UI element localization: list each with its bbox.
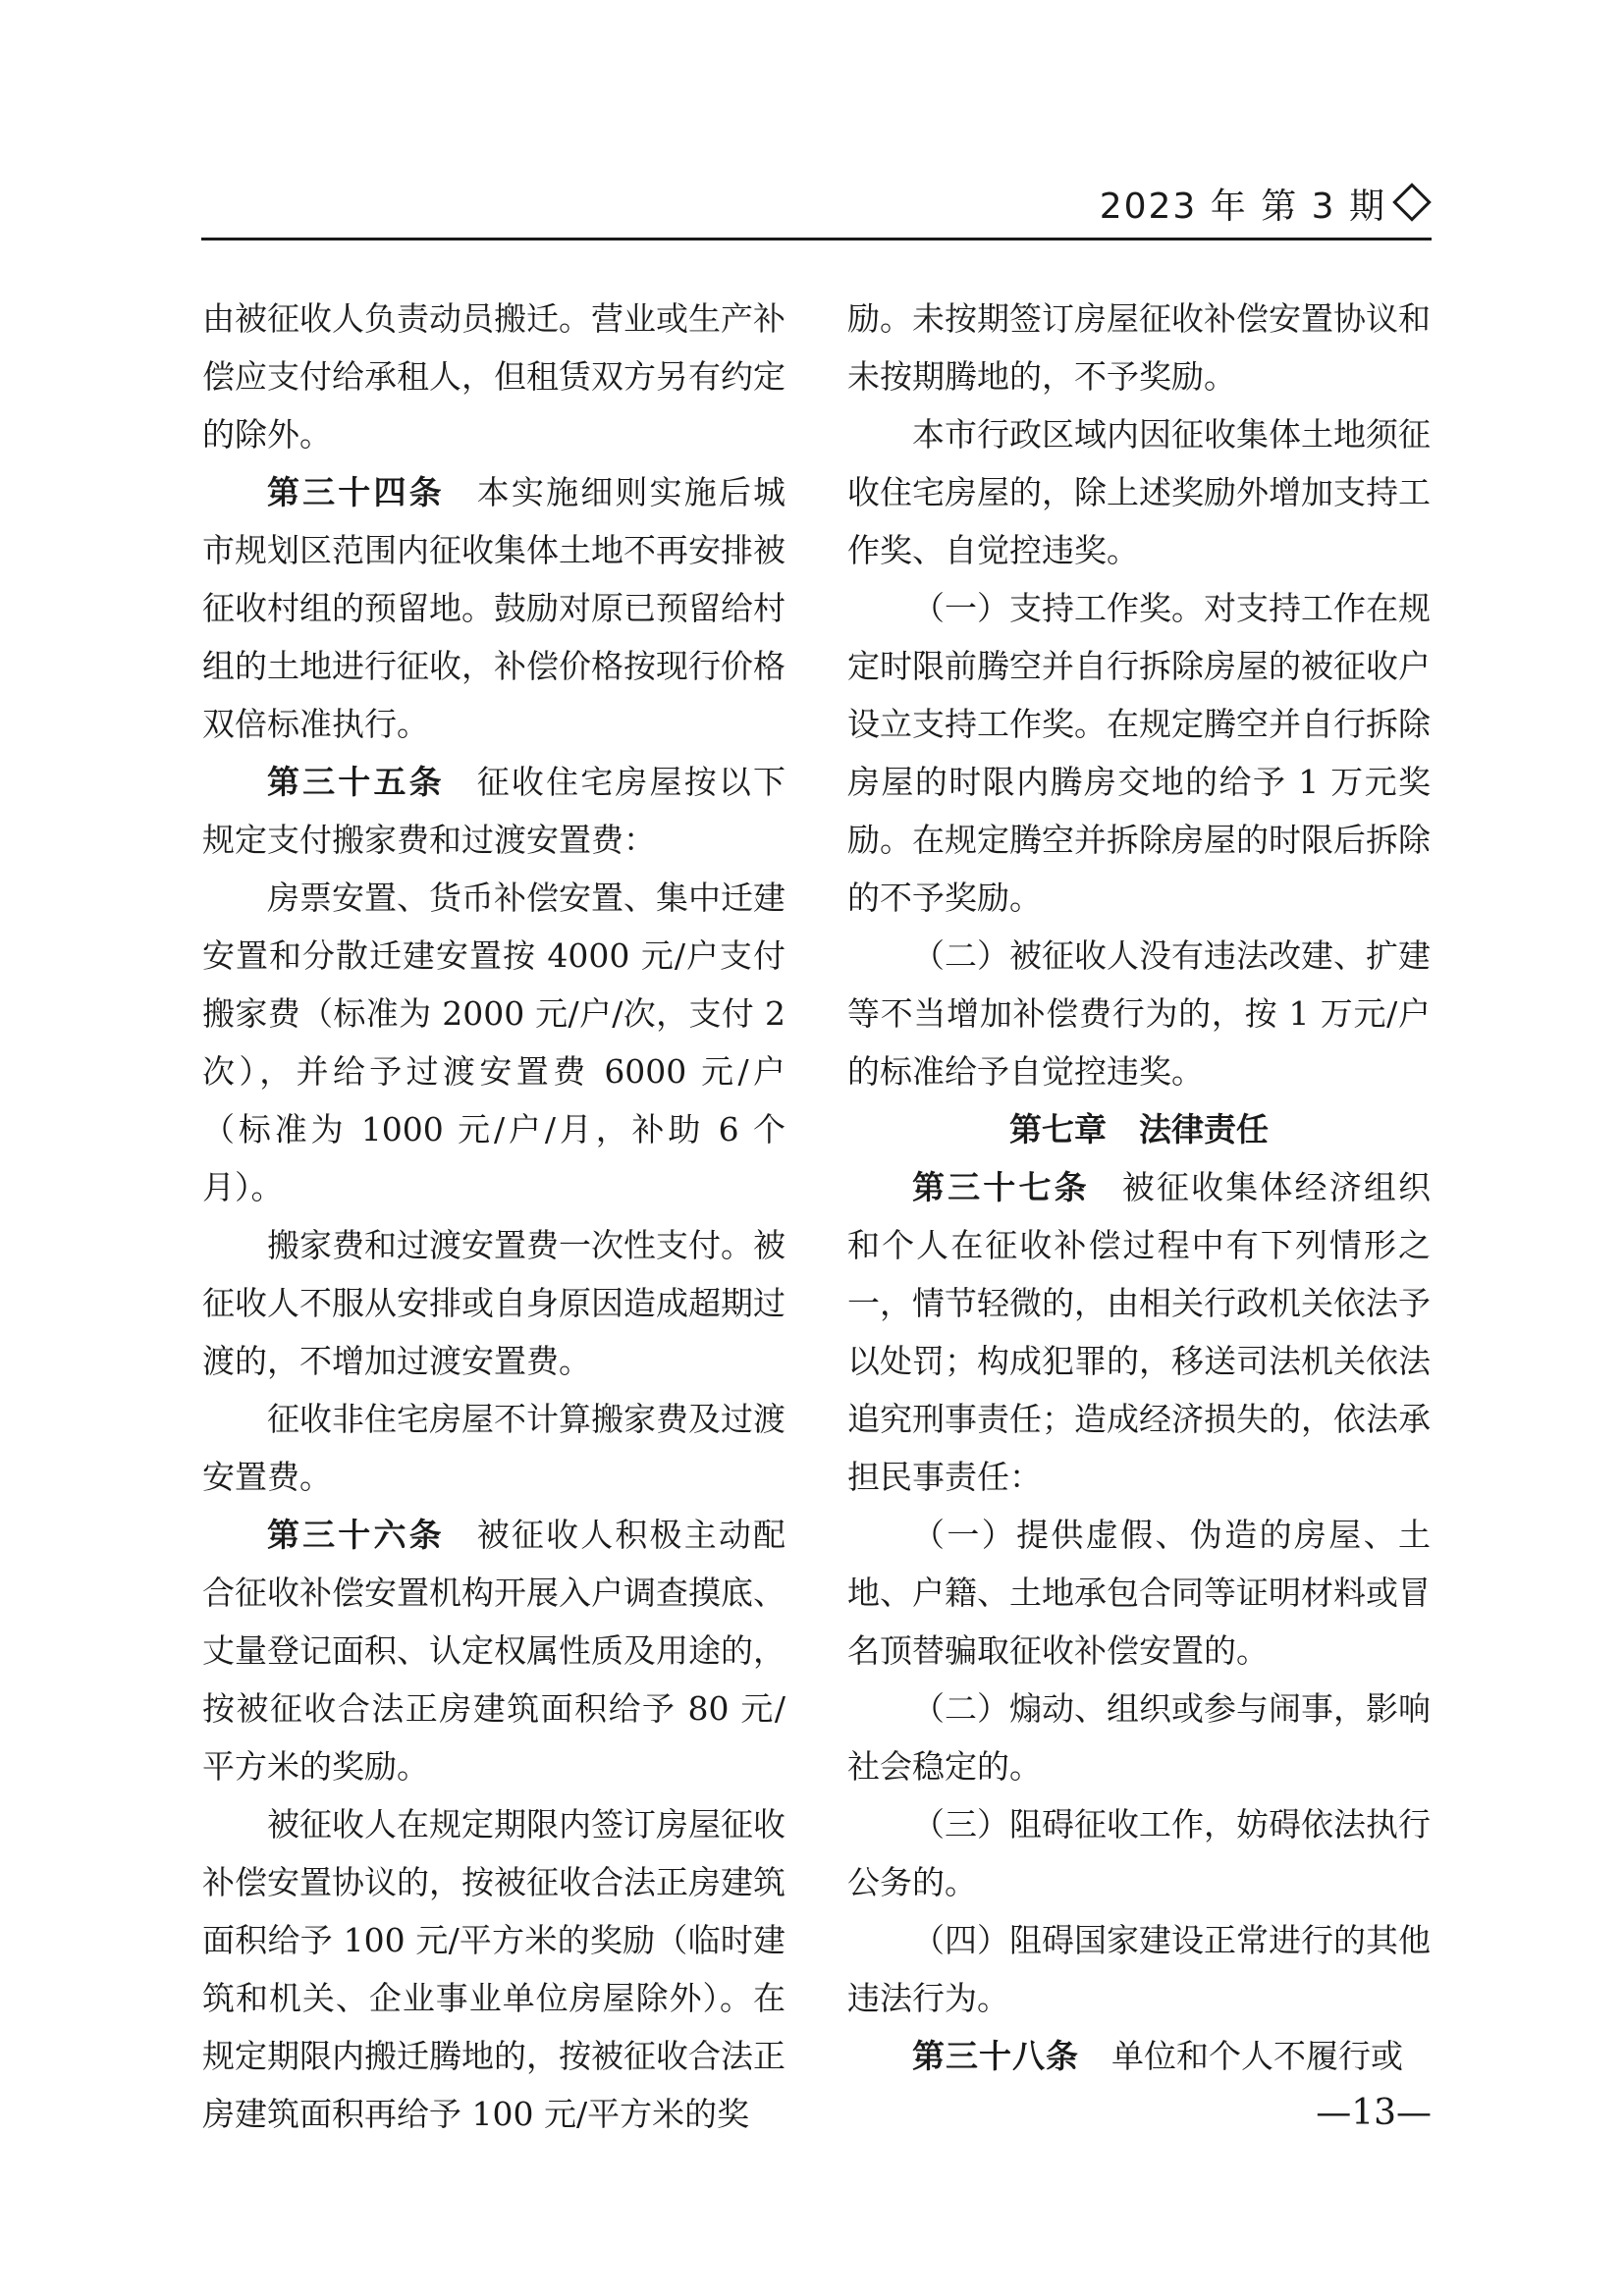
article-text: 被征收人积极主动配合征收补偿安置机构开展入户调查摸底、丈量登记面积、认定权属性质及用途的，按被征收合法正房建筑面积给予 80 元/平方米的奖励。	[202, 1516, 786, 1786]
running-header	[201, 183, 1432, 240]
paragraph: 搬家费和过渡安置费一次性支付。被征收人不服从安排或自身原因造成超期过渡的，不增加过渡安置费。	[202, 1226, 785, 1380]
list-item: （四）阻碍国家建设正常进行的其他违法行为。	[847, 1921, 1431, 2017]
article-35	[202, 753, 785, 869]
paragraph: （二）被征收人没有违法改建、扩建等不当增加补偿费行为的，按 1 万元/户的标准给予自觉控违奖。	[847, 936, 1431, 1091]
paragraph: 征收非住宅房屋不计算搬家费及过渡安置费。	[202, 1400, 785, 1496]
article-title: 第三十四条	[267, 473, 445, 511]
list-item: （二）煽动、组织或参与闹事，影响社会稳定的。	[847, 1689, 1431, 1786]
issue-label	[1100, 183, 1432, 232]
issue-text: 2023 年 第 3 期	[1099, 187, 1386, 227]
article-title: 第三十六条	[267, 1516, 445, 1554]
article-37	[847, 1158, 1431, 1506]
article-title: 第三十五条	[267, 763, 445, 801]
article-text: 本实施细则实施后城市规划区范围内征收集体土地不再安排被征收村组的预留地。鼓励对原已预留给村组的土地进行征收，补偿价格按现行价格双倍标准执行。	[202, 473, 786, 743]
article-36	[202, 1506, 785, 1795]
article-title: 第三十八条	[912, 2037, 1079, 2075]
paragraph: （一）支持工作奖。对支持工作在规定时限前腾空并自行拆除房屋的被征收户设立支持工作奖。在规定腾空并自行拆除房屋的时限内腾房交地的给予 1 万元奖励。在规定腾空并拆除房屋的时限后拆除的不予奖励。	[847, 589, 1431, 917]
paragraph: 由被征收人负责动员搬迁。营业或生产补偿应支付给承租人，但租赁双方另有约定的除外。	[202, 299, 785, 454]
diamond-icon	[1392, 183, 1432, 222]
chapter-number: 第七章	[1009, 1110, 1107, 1148]
article-title: 第三十七条	[912, 1168, 1090, 1206]
right-column	[847, 290, 1431, 2085]
list-item: （三）阻碍征收工作，妨碍依法执行公务的。	[847, 1805, 1431, 1901]
list-item: （一）提供虚假、伪造的房屋、土地、户籍、土地承包合同等证明材料或冒名顶替骗取征收补偿安置的。	[847, 1516, 1431, 1670]
article-34	[202, 463, 785, 753]
paragraph: 被征收人在规定期限内签订房屋征收补偿安置协议的，按被征收合法正房建筑面积给予 100 元/平方米的奖励（临时建筑和机关、企业事业单位房屋除外）。在规定期限内搬迁腾地的，按被征收合法正房建筑面积再给予 100 元/平方米的奖	[202, 1805, 785, 2133]
paragraph: 房票安置、货币补偿安置、集中迁建安置和分散迁建安置按 4000 元/户支付搬家费（标准为 2000 元/户/次，支付 2 次），并给予过渡安置费 6000 元/户（标准为 1000 元/户/月，补助 6 个月）。	[202, 879, 785, 1206]
paragraph: 本市行政区域内因征收集体土地须征收住宅房屋的，除上述奖励外增加支持工作奖、自觉控违奖。	[847, 415, 1431, 569]
chapter-name: 法律责任	[1139, 1110, 1269, 1148]
chapter-heading	[847, 1100, 1431, 1158]
article-text: 被征收集体经济组织和个人在征收补偿过程中有下列情形之一，情节轻微的，由相关行政机关依法予以处罚；构成犯罪的，移送司法机关依法追究刑事责任；造成经济损失的，依法承担民事责任：	[847, 1168, 1432, 1496]
article-text: 征收住宅房屋按以下规定支付搬家费和过渡安置费：	[202, 763, 786, 859]
paragraph: 励。未按期签订房屋征收补偿安置协议和未按期腾地的，不予奖励。	[847, 299, 1431, 396]
left-column	[202, 290, 785, 2143]
page-number: —13—	[1316, 2093, 1432, 2133]
article-text: 单位和个人不履行或	[1111, 2037, 1403, 2075]
article-38	[847, 2027, 1431, 2085]
